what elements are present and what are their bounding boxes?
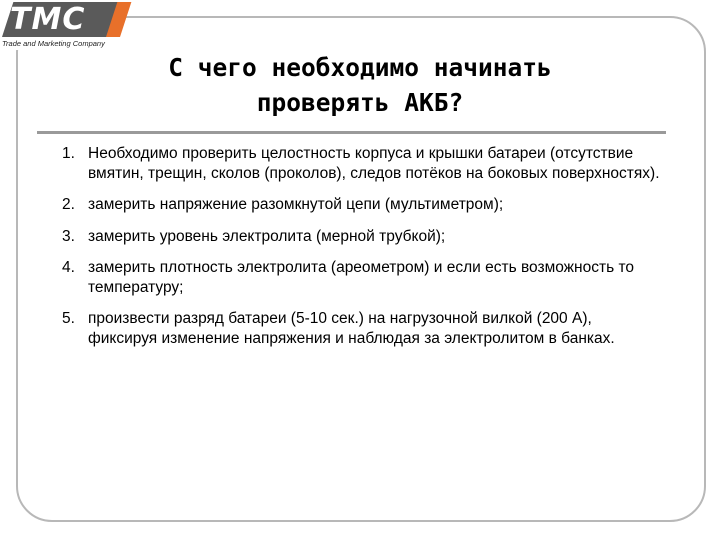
item-text: замерить напряжение разомкнутой цепи (мультиметром);	[88, 196, 504, 213]
item-text: замерить плотность электролита (ареометром) и если есть возможность то температуру;	[88, 259, 635, 296]
title-divider	[37, 131, 666, 134]
item-text: замерить уровень электролита (мерной трубкой);	[88, 227, 446, 245]
item-number: 5.	[62, 310, 75, 327]
checklist	[62, 144, 662, 360]
tmc-logo	[0, 0, 126, 50]
slide-title: С чего необходимо начинать проверять АКБ?	[168, 53, 552, 117]
logo-subtitle: Trade and Marketing Company	[2, 39, 105, 48]
logo-text: TMC	[10, 2, 86, 37]
item-number: 2.	[62, 196, 75, 213]
list-item	[62, 144, 662, 183]
list-item	[62, 195, 662, 215]
item-number: 3.	[62, 227, 75, 245]
item-text: произвести разряд батареи (5-10 сек.) на нагрузочной вилкой (200 А), фиксируя изменение напряжения и наблюдая за электролитом в банках.	[88, 310, 615, 347]
item-text: Необходимо проверить целостность корпуса и крышки батареи (отсутствие вмятин, трещин, сколов (проколов), следов потёков на боковых поверхностях).	[88, 145, 660, 182]
list-item	[62, 227, 662, 247]
list-item	[62, 309, 662, 348]
item-number: 4.	[62, 259, 75, 276]
list-item	[62, 258, 662, 297]
item-number: 1.	[62, 145, 75, 162]
